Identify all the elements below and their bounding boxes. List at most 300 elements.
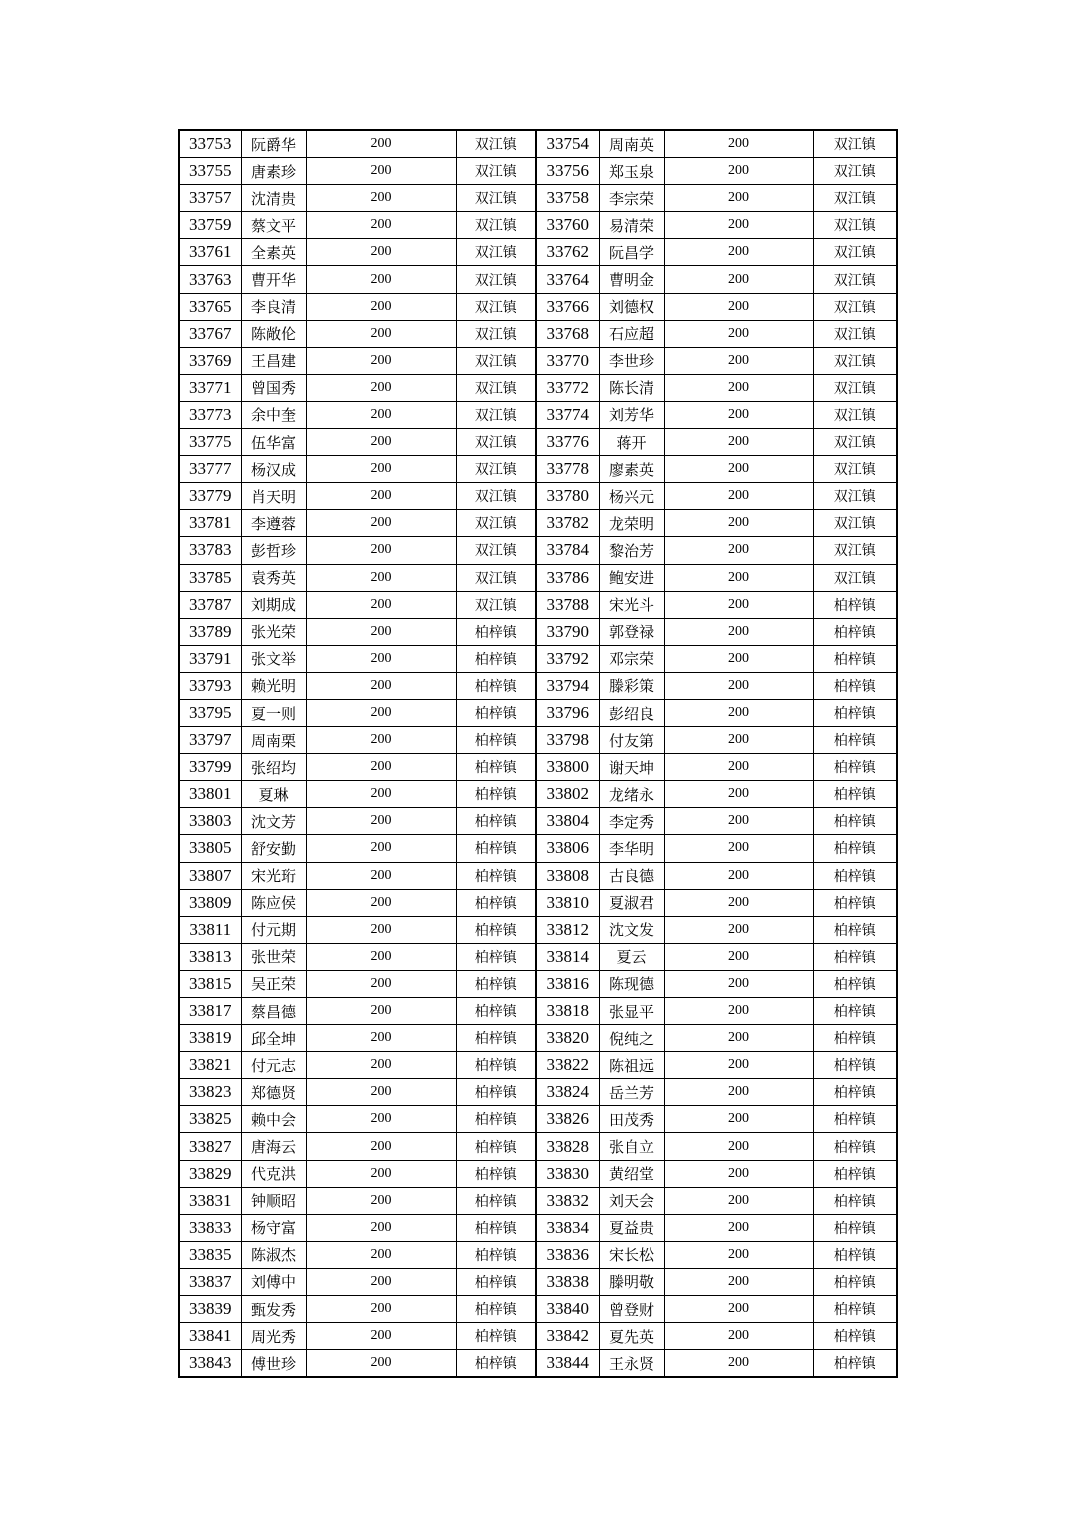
person-name-cell: 张文举 <box>241 645 306 672</box>
amount-cell: 200 <box>664 591 813 618</box>
amount-cell: 200 <box>306 916 456 943</box>
record-number-cell: 33826 <box>536 1106 599 1133</box>
table-row <box>179 754 897 781</box>
person-name-cell: 刘德权 <box>599 293 664 320</box>
table-row <box>179 130 897 158</box>
amount-cell: 200 <box>306 1106 456 1133</box>
amount-cell: 200 <box>306 510 456 537</box>
town-name-cell: 柏梓镇 <box>813 1214 897 1241</box>
record-number-cell: 33808 <box>536 862 599 889</box>
town-name-cell: 双江镇 <box>456 374 536 401</box>
amount-cell: 200 <box>306 239 456 266</box>
town-name-cell: 双江镇 <box>813 185 897 212</box>
table-row <box>179 429 897 456</box>
town-name-cell: 双江镇 <box>456 456 536 483</box>
table-row <box>179 483 897 510</box>
record-number-cell: 33810 <box>536 889 599 916</box>
amount-cell: 200 <box>306 970 456 997</box>
person-name-cell: 滕明敬 <box>599 1268 664 1295</box>
amount-cell: 200 <box>664 916 813 943</box>
person-name-cell: 伍华富 <box>241 429 306 456</box>
record-number-cell: 33779 <box>179 483 241 510</box>
town-name-cell: 双江镇 <box>456 564 536 591</box>
town-name-cell: 柏梓镇 <box>456 1323 536 1350</box>
town-name-cell: 双江镇 <box>813 510 897 537</box>
town-name-cell: 柏梓镇 <box>813 618 897 645</box>
record-number-cell: 33757 <box>179 185 241 212</box>
record-number-cell: 33786 <box>536 564 599 591</box>
person-name-cell: 郑德贤 <box>241 1079 306 1106</box>
person-name-cell: 李遵蓉 <box>241 510 306 537</box>
town-name-cell: 柏梓镇 <box>813 916 897 943</box>
person-name-cell: 付元期 <box>241 916 306 943</box>
town-name-cell: 柏梓镇 <box>456 1106 536 1133</box>
amount-cell: 200 <box>306 537 456 564</box>
record-number-cell: 33798 <box>536 727 599 754</box>
person-name-cell: 阮昌学 <box>599 239 664 266</box>
table-row <box>179 727 897 754</box>
town-name-cell: 柏梓镇 <box>456 727 536 754</box>
table-body <box>179 130 897 1377</box>
person-name-cell: 龙荣明 <box>599 510 664 537</box>
table-row <box>179 970 897 997</box>
person-name-cell: 刘芳华 <box>599 401 664 428</box>
town-name-cell: 柏梓镇 <box>456 970 536 997</box>
amount-cell: 200 <box>306 293 456 320</box>
person-name-cell: 沈文发 <box>599 916 664 943</box>
town-name-cell: 双江镇 <box>456 401 536 428</box>
amount-cell: 200 <box>664 835 813 862</box>
table-row <box>179 672 897 699</box>
person-name-cell: 杨守富 <box>241 1214 306 1241</box>
table-row <box>179 239 897 266</box>
person-name-cell: 张世荣 <box>241 943 306 970</box>
table-row <box>179 374 897 401</box>
town-name-cell: 双江镇 <box>813 537 897 564</box>
amount-cell: 200 <box>306 1160 456 1187</box>
person-name-cell: 唐海云 <box>241 1133 306 1160</box>
record-number-cell: 33806 <box>536 835 599 862</box>
amount-cell: 200 <box>664 374 813 401</box>
person-name-cell: 杨汉成 <box>241 456 306 483</box>
person-name-cell: 沈清贵 <box>241 185 306 212</box>
subsidy-list-table <box>178 129 898 1378</box>
record-number-cell: 33825 <box>179 1106 241 1133</box>
town-name-cell: 双江镇 <box>456 537 536 564</box>
person-name-cell: 邓宗荣 <box>599 645 664 672</box>
town-name-cell: 柏梓镇 <box>456 889 536 916</box>
person-name-cell: 肖天明 <box>241 483 306 510</box>
amount-cell: 200 <box>664 862 813 889</box>
record-number-cell: 33843 <box>179 1350 241 1378</box>
record-number-cell: 33814 <box>536 943 599 970</box>
amount-cell: 200 <box>664 943 813 970</box>
person-name-cell: 周南栗 <box>241 727 306 754</box>
person-name-cell: 黎治芳 <box>599 537 664 564</box>
town-name-cell: 柏梓镇 <box>813 1079 897 1106</box>
record-number-cell: 33792 <box>536 645 599 672</box>
town-name-cell: 柏梓镇 <box>456 754 536 781</box>
person-name-cell: 鲍安进 <box>599 564 664 591</box>
person-name-cell: 傅世珍 <box>241 1350 306 1378</box>
person-name-cell: 夏先英 <box>599 1323 664 1350</box>
record-number-cell: 33824 <box>536 1079 599 1106</box>
person-name-cell: 宋光珩 <box>241 862 306 889</box>
town-name-cell: 柏梓镇 <box>456 618 536 645</box>
record-number-cell: 33761 <box>179 239 241 266</box>
person-name-cell: 夏琳 <box>241 781 306 808</box>
amount-cell: 200 <box>306 185 456 212</box>
person-name-cell: 张绍均 <box>241 754 306 781</box>
record-number-cell: 33773 <box>179 401 241 428</box>
amount-cell: 200 <box>664 970 813 997</box>
record-number-cell: 33840 <box>536 1296 599 1323</box>
amount-cell: 200 <box>664 1025 813 1052</box>
amount-cell: 200 <box>306 754 456 781</box>
person-name-cell: 廖素英 <box>599 456 664 483</box>
record-number-cell: 33800 <box>536 754 599 781</box>
town-name-cell: 双江镇 <box>456 185 536 212</box>
amount-cell: 200 <box>306 1268 456 1295</box>
person-name-cell: 周南英 <box>599 130 664 158</box>
record-number-cell: 33785 <box>179 564 241 591</box>
person-name-cell: 陈祖远 <box>599 1052 664 1079</box>
record-number-cell: 33764 <box>536 266 599 293</box>
person-name-cell: 赖光明 <box>241 672 306 699</box>
town-name-cell: 柏梓镇 <box>813 1025 897 1052</box>
record-number-cell: 33797 <box>179 727 241 754</box>
amount-cell: 200 <box>664 293 813 320</box>
record-number-cell: 33788 <box>536 591 599 618</box>
amount-cell: 200 <box>664 483 813 510</box>
person-name-cell: 杨兴元 <box>599 483 664 510</box>
amount-cell: 200 <box>664 618 813 645</box>
amount-cell: 200 <box>306 727 456 754</box>
person-name-cell: 夏淑君 <box>599 889 664 916</box>
amount-cell: 200 <box>664 699 813 726</box>
town-name-cell: 柏梓镇 <box>456 916 536 943</box>
town-name-cell: 双江镇 <box>456 591 536 618</box>
amount-cell: 200 <box>306 429 456 456</box>
person-name-cell: 龙绪永 <box>599 781 664 808</box>
town-name-cell: 双江镇 <box>813 401 897 428</box>
town-name-cell: 双江镇 <box>456 266 536 293</box>
record-number-cell: 33834 <box>536 1214 599 1241</box>
town-name-cell: 柏梓镇 <box>813 1187 897 1214</box>
table-row <box>179 1187 897 1214</box>
person-name-cell: 曹明金 <box>599 266 664 293</box>
record-number-cell: 33821 <box>179 1052 241 1079</box>
record-number-cell: 33795 <box>179 699 241 726</box>
table-row <box>179 1106 897 1133</box>
town-name-cell: 柏梓镇 <box>813 808 897 835</box>
town-name-cell: 双江镇 <box>813 293 897 320</box>
person-name-cell: 陈长清 <box>599 374 664 401</box>
person-name-cell: 滕彩策 <box>599 672 664 699</box>
town-name-cell: 双江镇 <box>813 374 897 401</box>
record-number-cell: 33754 <box>536 130 599 158</box>
record-number-cell: 33791 <box>179 645 241 672</box>
amount-cell: 200 <box>306 943 456 970</box>
town-name-cell: 柏梓镇 <box>456 645 536 672</box>
town-name-cell: 双江镇 <box>456 510 536 537</box>
person-name-cell: 谢天坤 <box>599 754 664 781</box>
amount-cell: 200 <box>664 564 813 591</box>
record-number-cell: 33772 <box>536 374 599 401</box>
town-name-cell: 柏梓镇 <box>813 672 897 699</box>
record-number-cell: 33812 <box>536 916 599 943</box>
amount-cell: 200 <box>306 889 456 916</box>
town-name-cell: 柏梓镇 <box>456 943 536 970</box>
amount-cell: 200 <box>664 645 813 672</box>
table-row <box>179 293 897 320</box>
town-name-cell: 柏梓镇 <box>813 998 897 1025</box>
amount-cell: 200 <box>664 1079 813 1106</box>
table-row <box>179 1025 897 1052</box>
record-number-cell: 33759 <box>179 212 241 239</box>
person-name-cell: 沈文芳 <box>241 808 306 835</box>
record-number-cell: 33778 <box>536 456 599 483</box>
amount-cell: 200 <box>306 1079 456 1106</box>
person-name-cell: 张自立 <box>599 1133 664 1160</box>
amount-cell: 200 <box>306 158 456 185</box>
table-row <box>179 347 897 374</box>
person-name-cell: 付友第 <box>599 727 664 754</box>
amount-cell: 200 <box>664 1052 813 1079</box>
table-row <box>179 1323 897 1350</box>
record-number-cell: 33765 <box>179 293 241 320</box>
record-number-cell: 33831 <box>179 1187 241 1214</box>
record-number-cell: 33755 <box>179 158 241 185</box>
person-name-cell: 夏云 <box>599 943 664 970</box>
amount-cell: 200 <box>306 1214 456 1241</box>
record-number-cell: 33774 <box>536 401 599 428</box>
record-number-cell: 33783 <box>179 537 241 564</box>
person-name-cell: 李宗荣 <box>599 185 664 212</box>
town-name-cell: 柏梓镇 <box>456 1052 536 1079</box>
town-name-cell: 柏梓镇 <box>813 943 897 970</box>
record-number-cell: 33807 <box>179 862 241 889</box>
record-number-cell: 33771 <box>179 374 241 401</box>
town-name-cell: 柏梓镇 <box>813 591 897 618</box>
record-number-cell: 33758 <box>536 185 599 212</box>
amount-cell: 200 <box>306 1350 456 1378</box>
person-name-cell: 陈敞伦 <box>241 320 306 347</box>
person-name-cell: 甄发秀 <box>241 1296 306 1323</box>
amount-cell: 200 <box>306 618 456 645</box>
person-name-cell: 曹开华 <box>241 266 306 293</box>
amount-cell: 200 <box>664 1323 813 1350</box>
town-name-cell: 柏梓镇 <box>456 1160 536 1187</box>
town-name-cell: 柏梓镇 <box>456 862 536 889</box>
town-name-cell: 双江镇 <box>456 429 536 456</box>
table-row <box>179 1350 897 1378</box>
person-name-cell: 唐素珍 <box>241 158 306 185</box>
record-number-cell: 33820 <box>536 1025 599 1052</box>
person-name-cell: 宋长松 <box>599 1241 664 1268</box>
record-number-cell: 33801 <box>179 781 241 808</box>
amount-cell: 200 <box>664 1187 813 1214</box>
town-name-cell: 柏梓镇 <box>813 1241 897 1268</box>
amount-cell: 200 <box>306 1296 456 1323</box>
table-row <box>179 998 897 1025</box>
record-number-cell: 33789 <box>179 618 241 645</box>
record-number-cell: 33823 <box>179 1079 241 1106</box>
person-name-cell: 王昌建 <box>241 347 306 374</box>
person-name-cell: 倪纯之 <box>599 1025 664 1052</box>
record-number-cell: 33830 <box>536 1160 599 1187</box>
record-number-cell: 33841 <box>179 1323 241 1350</box>
person-name-cell: 刘天会 <box>599 1187 664 1214</box>
amount-cell: 200 <box>664 889 813 916</box>
amount-cell: 200 <box>664 537 813 564</box>
table-row <box>179 1296 897 1323</box>
record-number-cell: 33837 <box>179 1268 241 1295</box>
amount-cell: 200 <box>306 645 456 672</box>
table-row <box>179 185 897 212</box>
amount-cell: 200 <box>664 239 813 266</box>
town-name-cell: 双江镇 <box>813 320 897 347</box>
town-name-cell: 柏梓镇 <box>813 645 897 672</box>
town-name-cell: 柏梓镇 <box>456 1214 536 1241</box>
amount-cell: 200 <box>306 1052 456 1079</box>
amount-cell: 200 <box>664 1133 813 1160</box>
amount-cell: 200 <box>306 808 456 835</box>
amount-cell: 200 <box>664 130 813 158</box>
record-number-cell: 33829 <box>179 1160 241 1187</box>
record-number-cell: 33768 <box>536 320 599 347</box>
town-name-cell: 柏梓镇 <box>813 1052 897 1079</box>
amount-cell: 200 <box>664 808 813 835</box>
amount-cell: 200 <box>664 727 813 754</box>
amount-cell: 200 <box>306 320 456 347</box>
person-name-cell: 王永贤 <box>599 1350 664 1378</box>
amount-cell: 200 <box>664 1350 813 1378</box>
record-number-cell: 33813 <box>179 943 241 970</box>
town-name-cell: 双江镇 <box>813 483 897 510</box>
table-row <box>179 510 897 537</box>
table-row <box>179 916 897 943</box>
record-number-cell: 33799 <box>179 754 241 781</box>
amount-cell: 200 <box>664 185 813 212</box>
record-number-cell: 33777 <box>179 456 241 483</box>
table-row <box>179 1133 897 1160</box>
town-name-cell: 柏梓镇 <box>456 998 536 1025</box>
person-name-cell: 张显平 <box>599 998 664 1025</box>
table-row <box>179 699 897 726</box>
town-name-cell: 柏梓镇 <box>813 970 897 997</box>
record-number-cell: 33763 <box>179 266 241 293</box>
amount-cell: 200 <box>306 266 456 293</box>
amount-cell: 200 <box>664 510 813 537</box>
town-name-cell: 双江镇 <box>813 239 897 266</box>
person-name-cell: 吴正荣 <box>241 970 306 997</box>
town-name-cell: 柏梓镇 <box>456 1241 536 1268</box>
table-row <box>179 456 897 483</box>
person-name-cell: 郑玉泉 <box>599 158 664 185</box>
record-number-cell: 33769 <box>179 347 241 374</box>
record-number-cell: 33766 <box>536 293 599 320</box>
record-number-cell: 33818 <box>536 998 599 1025</box>
town-name-cell: 柏梓镇 <box>456 1187 536 1214</box>
town-name-cell: 双江镇 <box>456 239 536 266</box>
table-row <box>179 781 897 808</box>
amount-cell: 200 <box>306 781 456 808</box>
person-name-cell: 曾登财 <box>599 1296 664 1323</box>
amount-cell: 200 <box>306 699 456 726</box>
table-row <box>179 564 897 591</box>
record-number-cell: 33832 <box>536 1187 599 1214</box>
town-name-cell: 双江镇 <box>456 212 536 239</box>
town-name-cell: 双江镇 <box>813 564 897 591</box>
town-name-cell: 双江镇 <box>813 130 897 158</box>
record-number-cell: 33842 <box>536 1323 599 1350</box>
person-name-cell: 石应超 <box>599 320 664 347</box>
record-number-cell: 33827 <box>179 1133 241 1160</box>
record-number-cell: 33781 <box>179 510 241 537</box>
amount-cell: 200 <box>664 1296 813 1323</box>
person-name-cell: 易清荣 <box>599 212 664 239</box>
person-name-cell: 曾国秀 <box>241 374 306 401</box>
amount-cell: 200 <box>664 1106 813 1133</box>
town-name-cell: 柏梓镇 <box>456 699 536 726</box>
person-name-cell: 全素英 <box>241 239 306 266</box>
person-name-cell: 郭登禄 <box>599 618 664 645</box>
person-name-cell: 陈现德 <box>599 970 664 997</box>
town-name-cell: 柏梓镇 <box>456 1079 536 1106</box>
record-number-cell: 33770 <box>536 347 599 374</box>
amount-cell: 200 <box>664 1214 813 1241</box>
amount-cell: 200 <box>306 1241 456 1268</box>
person-name-cell: 舒安勤 <box>241 835 306 862</box>
town-name-cell: 柏梓镇 <box>456 1268 536 1295</box>
record-number-cell: 33796 <box>536 699 599 726</box>
person-name-cell: 蔡文平 <box>241 212 306 239</box>
town-name-cell: 柏梓镇 <box>456 781 536 808</box>
amount-cell: 200 <box>664 401 813 428</box>
person-name-cell: 古良德 <box>599 862 664 889</box>
table-row <box>179 645 897 672</box>
amount-cell: 200 <box>306 456 456 483</box>
record-number-cell: 33790 <box>536 618 599 645</box>
town-name-cell: 双江镇 <box>456 130 536 158</box>
record-number-cell: 33811 <box>179 916 241 943</box>
amount-cell: 200 <box>664 998 813 1025</box>
table-row <box>179 1052 897 1079</box>
person-name-cell: 蔡昌德 <box>241 998 306 1025</box>
amount-cell: 200 <box>306 130 456 158</box>
amount-cell: 200 <box>306 1187 456 1214</box>
amount-cell: 200 <box>664 672 813 699</box>
table-row <box>179 1268 897 1295</box>
town-name-cell: 柏梓镇 <box>813 1296 897 1323</box>
town-name-cell: 柏梓镇 <box>456 1025 536 1052</box>
amount-cell: 200 <box>306 1133 456 1160</box>
table-row <box>179 266 897 293</box>
table-row <box>179 212 897 239</box>
town-name-cell: 柏梓镇 <box>456 672 536 699</box>
record-number-cell: 33762 <box>536 239 599 266</box>
town-name-cell: 柏梓镇 <box>813 1350 897 1378</box>
record-number-cell: 33836 <box>536 1241 599 1268</box>
person-name-cell: 李良清 <box>241 293 306 320</box>
town-name-cell: 双江镇 <box>456 293 536 320</box>
record-number-cell: 33828 <box>536 1133 599 1160</box>
town-name-cell: 双江镇 <box>813 347 897 374</box>
town-name-cell: 柏梓镇 <box>813 727 897 754</box>
amount-cell: 200 <box>664 1268 813 1295</box>
record-number-cell: 33793 <box>179 672 241 699</box>
